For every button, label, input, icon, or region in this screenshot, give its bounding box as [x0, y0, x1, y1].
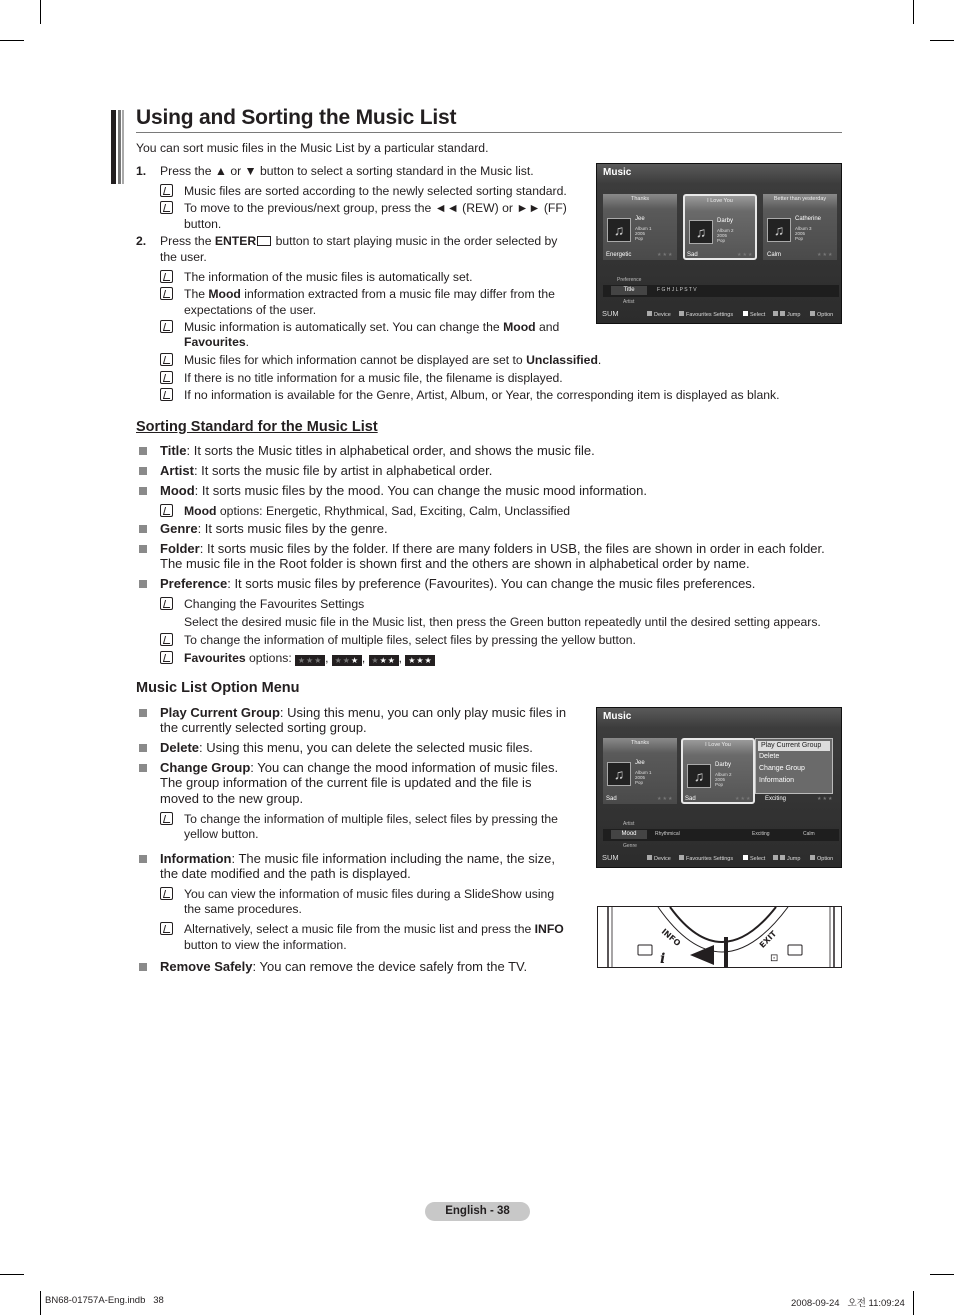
- step-number: 2.: [136, 234, 147, 248]
- note-icon: [160, 597, 173, 610]
- music-option-screen: Music Thanks ♫ Jee Album 1 2005 Pop I Love You ♫ Darby Album 2 2005 Pop Play Current Group Delete Change Group Information Sad ★★★ Sad ★★★ Exciting ★★★ Artist Mood Rhythmical Exciting Calm Genre SUM Device Favourites Settings Select Jump Option: [596, 707, 842, 868]
- step-text: the user.: [160, 250, 207, 264]
- note-icon: [160, 201, 173, 214]
- note-icon: [160, 184, 173, 197]
- page-number-label: English - 38: [425, 1202, 530, 1221]
- svg-text:⊡: ⊡: [770, 953, 779, 964]
- title-decoration: [111, 110, 125, 184]
- list-item: Artist: It sorts the music file by artist in alphabetical order.: [160, 463, 493, 478]
- crop-mark: [930, 1274, 954, 1275]
- note-icon: [160, 320, 173, 333]
- list-item: Preference: It sorts music files by preference (Favourites). You can change the music files preferences.: [160, 576, 756, 591]
- favourite-0-icon: ★★★: [295, 655, 325, 666]
- remote-control-illustration: [597, 906, 842, 968]
- sort-letters: F G H J L P S T V: [657, 287, 697, 293]
- list-item: Mood: It sorts music files by the mood. You can change the music mood information.: [160, 483, 647, 498]
- note-text: expectations of the user.: [184, 303, 317, 317]
- rating-stars: ★★★: [817, 796, 834, 802]
- note-text: Music files are sorted according to the newly selected sorting standard.: [184, 184, 567, 198]
- list-item: Title: It sorts the Music titles in alphabetical order, and shows the music file.: [160, 443, 595, 458]
- music-card: Thanks ♫ Jee Album 1 2005 Pop: [603, 738, 677, 804]
- crop-mark: [40, 1291, 41, 1315]
- info-label: INFO: [659, 927, 683, 948]
- favourite-1-icon: ★★★: [332, 655, 362, 666]
- list-item: Genre: It sorts music files by the genre.: [160, 521, 388, 536]
- bullet: [139, 764, 147, 772]
- enter-icon: [257, 236, 271, 246]
- note-text: The information of the music files is automatically set.: [184, 270, 473, 284]
- note-text: Changing the Favourites Settings: [184, 597, 365, 611]
- note-text: Select the desired music file in the Music list, then press the Green button repeatedly until the desired setting appears.: [184, 615, 821, 629]
- list-item: Remove Safely: You can remove the device safely from the TV.: [160, 959, 528, 974]
- bullet: [139, 545, 147, 553]
- note-icon: [160, 504, 173, 517]
- rating-stars: ★★★: [737, 252, 754, 258]
- note-text: You can view the information of music files during a SlideShow using: [184, 887, 555, 901]
- remote-drawing: [598, 907, 842, 968]
- rating-stars: ★★★: [817, 252, 834, 258]
- bullet: [139, 744, 147, 752]
- list-item: Information: The music file information including the name, the size,: [160, 851, 555, 866]
- note-text: To move to the previous/next group, press the ◄◄ (REW) or ►► (FF): [184, 201, 567, 215]
- list-item: Play Current Group: Using this menu, you can only play music files in: [160, 705, 567, 720]
- bullet: [139, 855, 147, 863]
- print-footer-right: 2008-09-24 오전 11:09:24: [791, 1298, 905, 1309]
- intro-text: You can sort music files in the Music List by a particular standard.: [136, 141, 489, 155]
- note-text: Favourites options: ★★★ , ★★★ , ★★★ , ★★★: [184, 651, 435, 667]
- sort-current: Mood: [611, 830, 647, 839]
- music-card: Thanks ♫ Jee Album 1 2005 Pop: [603, 194, 677, 260]
- option-menu: [755, 738, 833, 794]
- favourite-3-icon: ★★★: [405, 655, 435, 666]
- rating-stars: ★★★: [657, 252, 674, 258]
- music-note-icon: ♫: [607, 762, 631, 786]
- list-item-cont: moved to the new group.: [160, 791, 304, 806]
- crop-mark: [913, 1291, 914, 1315]
- note-text: Favourites.: [184, 335, 250, 349]
- note-text: button to view the information.: [184, 938, 347, 952]
- title-rule: [136, 132, 842, 133]
- music-card-selected: I Love You ♫ Darby Album 2 2005 Pop: [681, 738, 755, 804]
- list-item-cont: The music file in the Root folder is shown first and the others are shown in alphabetical order by name.: [160, 556, 750, 571]
- note-text: If no information is available for the Genre, Artist, Album, or Year, the corresponding item is displayed as blank.: [184, 388, 780, 402]
- list-item: Delete: Using this menu, you can delete the selected music files.: [160, 740, 533, 755]
- music-note-icon: ♫: [687, 764, 711, 788]
- bullet: [139, 447, 147, 455]
- step-number: 1.: [136, 164, 147, 178]
- music-list-screen: Music Thanks ♫ Jee Album 1 2005 Pop I Love You ♫ Darby Album 2 2005 Pop Better than yesterday ♫ Catherine Album 3 2005 Pop Energetic ★★★ Sad ★★★ Calm ★★★ Preference Title F G H J L P S T V Artist SUM Device Favourites Settings Select Jump Option: [596, 163, 842, 324]
- note-icon: [160, 651, 173, 664]
- screen-footer: SUM Device Favourites Settings Select Jump Option: [602, 309, 834, 318]
- section-heading: Sorting Standard for the Music List: [136, 419, 378, 435]
- crop-mark: [930, 40, 954, 41]
- note-icon: [160, 371, 173, 384]
- menu-item-delete[interactable]: Delete: [759, 753, 780, 760]
- menu-item-information[interactable]: Information: [759, 777, 795, 784]
- list-item-cont: the date modified and the path is displayed.: [160, 866, 411, 881]
- bullet: [139, 487, 147, 495]
- section-heading: Music List Option Menu: [136, 680, 300, 696]
- note-icon: [160, 388, 173, 401]
- bullet: [139, 525, 147, 533]
- list-item-cont: the currently selected sorting group.: [160, 720, 367, 735]
- favourite-2-icon: ★★★: [369, 655, 399, 666]
- music-note-icon: ♫: [689, 220, 713, 244]
- music-note-icon: ♫: [607, 218, 631, 242]
- music-card-selected: I Love You ♫ Darby Album 2 2005 Pop: [683, 194, 757, 260]
- page-title: Using and Sorting the Music List: [136, 106, 457, 129]
- bullet: [139, 709, 147, 717]
- music-note-icon: ♫: [767, 218, 791, 242]
- note-icon: [160, 270, 173, 283]
- bullet: [139, 467, 147, 475]
- rating-stars: ★★★: [657, 796, 674, 802]
- note-text: button.: [184, 217, 222, 231]
- screen-title: Music: [603, 711, 632, 722]
- list-item: Change Group: You can change the mood information of music files.: [160, 760, 559, 775]
- list-item-cont: The group information of the current file is updated and the file is: [160, 775, 532, 790]
- note-text: yellow button.: [184, 827, 259, 841]
- note-text: Alternatively, select a music file from the music list and press the INFO: [184, 922, 564, 936]
- step-text: Press the ENTER button to start playing music in the order selected by: [160, 234, 558, 248]
- note-icon: [160, 287, 173, 300]
- note-icon: [160, 353, 173, 366]
- svg-text:i: i: [660, 951, 666, 967]
- note-text: To change the information of multiple files, select files by pressing the: [184, 812, 558, 826]
- screen-footer: SUM Device Favourites Settings Select Jump Option: [602, 853, 834, 862]
- bullet: [139, 963, 147, 971]
- list-item: Folder: It sorts music files by the folder. If there are many folders in USB, the files are shown in order in each folder.: [160, 541, 825, 556]
- note-icon: [160, 812, 173, 825]
- hand-icon: [160, 922, 173, 935]
- note-icon: [160, 633, 173, 646]
- note-text: The Mood information extracted from a music file may differ from the: [184, 287, 555, 301]
- bullet: [139, 580, 147, 588]
- screen-title: Music: [603, 167, 632, 178]
- menu-item-play-current-group[interactable]: Play Current Group: [758, 741, 830, 751]
- note-text: Music files for which information cannot be displayed are set to Unclassified.: [184, 353, 602, 367]
- note-text: Mood options: Energetic, Rhythmical, Sad, Exciting, Calm, Unclassified: [184, 504, 571, 518]
- rating-stars: ★★★: [735, 796, 752, 802]
- crop-mark: [0, 40, 24, 41]
- exit-label: EXIT: [757, 929, 779, 950]
- print-footer-left: BN68-01757A-Eng.indb 38: [45, 1295, 164, 1306]
- crop-mark: [0, 1274, 24, 1275]
- note-text: the same procedures.: [184, 902, 302, 916]
- menu-item-change-group[interactable]: Change Group: [759, 765, 805, 772]
- note-text: To change the information of multiple files, select files by pressing the yellow button.: [184, 633, 636, 647]
- note-text: Music information is automatically set. You can change the Mood and: [184, 320, 560, 334]
- crop-mark: [913, 0, 914, 24]
- note-icon: [160, 887, 173, 900]
- music-card: Better than yesterday ♫ Catherine Album 3 2005 Pop: [763, 194, 837, 260]
- step-text: Press the ▲ or ▼ button to select a sorting standard in the Music list.: [160, 164, 534, 178]
- note-text: If there is no title information for a music file, the filename is displayed.: [184, 371, 563, 385]
- sort-current: Title: [611, 286, 647, 295]
- crop-mark: [40, 0, 41, 24]
